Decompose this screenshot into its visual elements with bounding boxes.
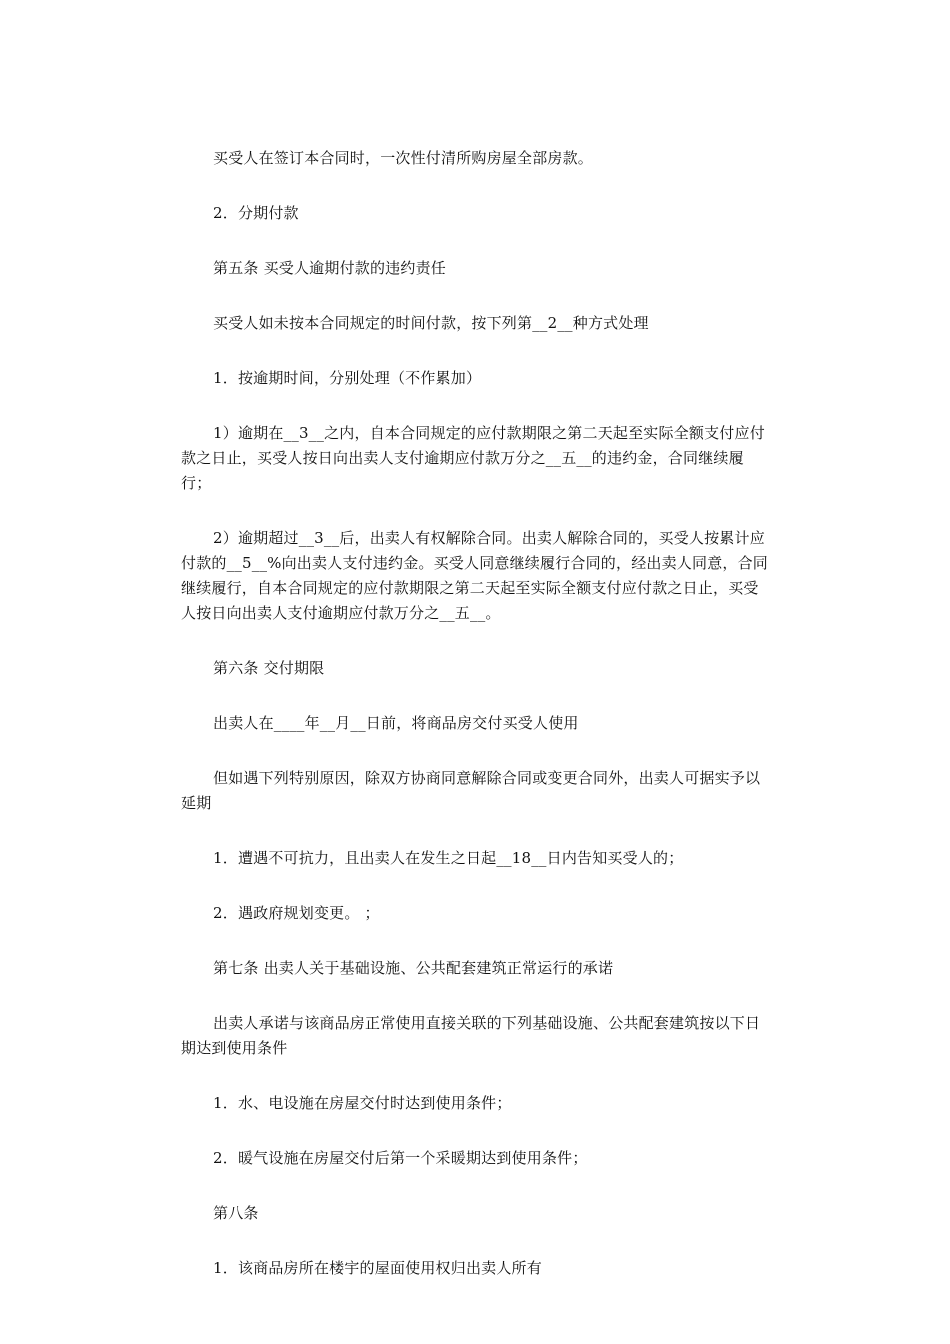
paragraph-roof-rights: 1．该商品房所在楼宇的屋面使用权归出卖人所有: [213, 1259, 542, 1277]
paragraph-delay-reasons: 但如遇下列特别原因，除双方协商同意解除合同或变更合同外，出卖人可据实予以延期: [181, 769, 761, 812]
article-8-heading: 第八条: [213, 1204, 259, 1222]
paragraph-heating: 2．暖气设施在房屋交付后第一个采暖期达到使用条件；: [213, 1149, 588, 1167]
paragraph-force-majeure: 1．遭遇不可抗力，且出卖人在发生之日起__18__日内告知买受人的；: [213, 849, 684, 867]
paragraph-overdue-exceed: 2）逾期超过__3__后，出卖人有权解除合同。出卖人解除合同的，买受人按累计应付款的__5__%向出卖人支付违约金。买受人同意继续履行合同的，经出卖人同意，合同继续履行，自本合同规定的应付款期限之第二天起至实际全额支付应付款之日止，买受人按日向出卖人支付逾期应付款万分之__五__。: [181, 529, 768, 622]
article-5-heading: 第五条 买受人逾期付款的违约责任: [213, 259, 446, 277]
paragraph-water-electricity: 1．水、电设施在房屋交付时达到使用条件；: [213, 1094, 512, 1112]
article-6-heading: 第六条 交付期限: [213, 659, 325, 677]
paragraph-infrastructure-promise: 出卖人承诺与该商品房正常使用直接关联的下列基础设施、公共配套建筑按以下日期达到使用条件: [181, 1014, 761, 1057]
paragraph-planning-change: 2．遇政府规划变更。 ；: [213, 904, 380, 922]
paragraph-installment-heading: 2．分期付款: [213, 204, 299, 222]
paragraph-overdue-within: 1）逾期在__3__之内，自本合同规定的应付款期限之第二天起至实际全额支付应付款之日止，买受人按日向出卖人支付逾期应付款万分之__五__的违约金，合同继续履行；: [181, 424, 765, 492]
paragraph-late-payment-method: 买受人如未按本合同规定的时间付款，按下列第__2__种方式处理: [213, 314, 649, 332]
document-body: [181, 146, 773, 1311]
paragraph-payment-lump-sum: 买受人在签订本合同时，一次性付清所购房屋全部房款。: [213, 149, 594, 167]
paragraph-delivery-date: 出卖人在____年__月__日前，将商品房交付买受人使用: [213, 714, 579, 732]
article-7-heading: 第七条 出卖人关于基础设施、公共配套建筑正常运行的承诺: [213, 959, 614, 977]
paragraph-overdue-handling: 1．按逾期时间，分别处理（不作累加）: [213, 369, 482, 387]
